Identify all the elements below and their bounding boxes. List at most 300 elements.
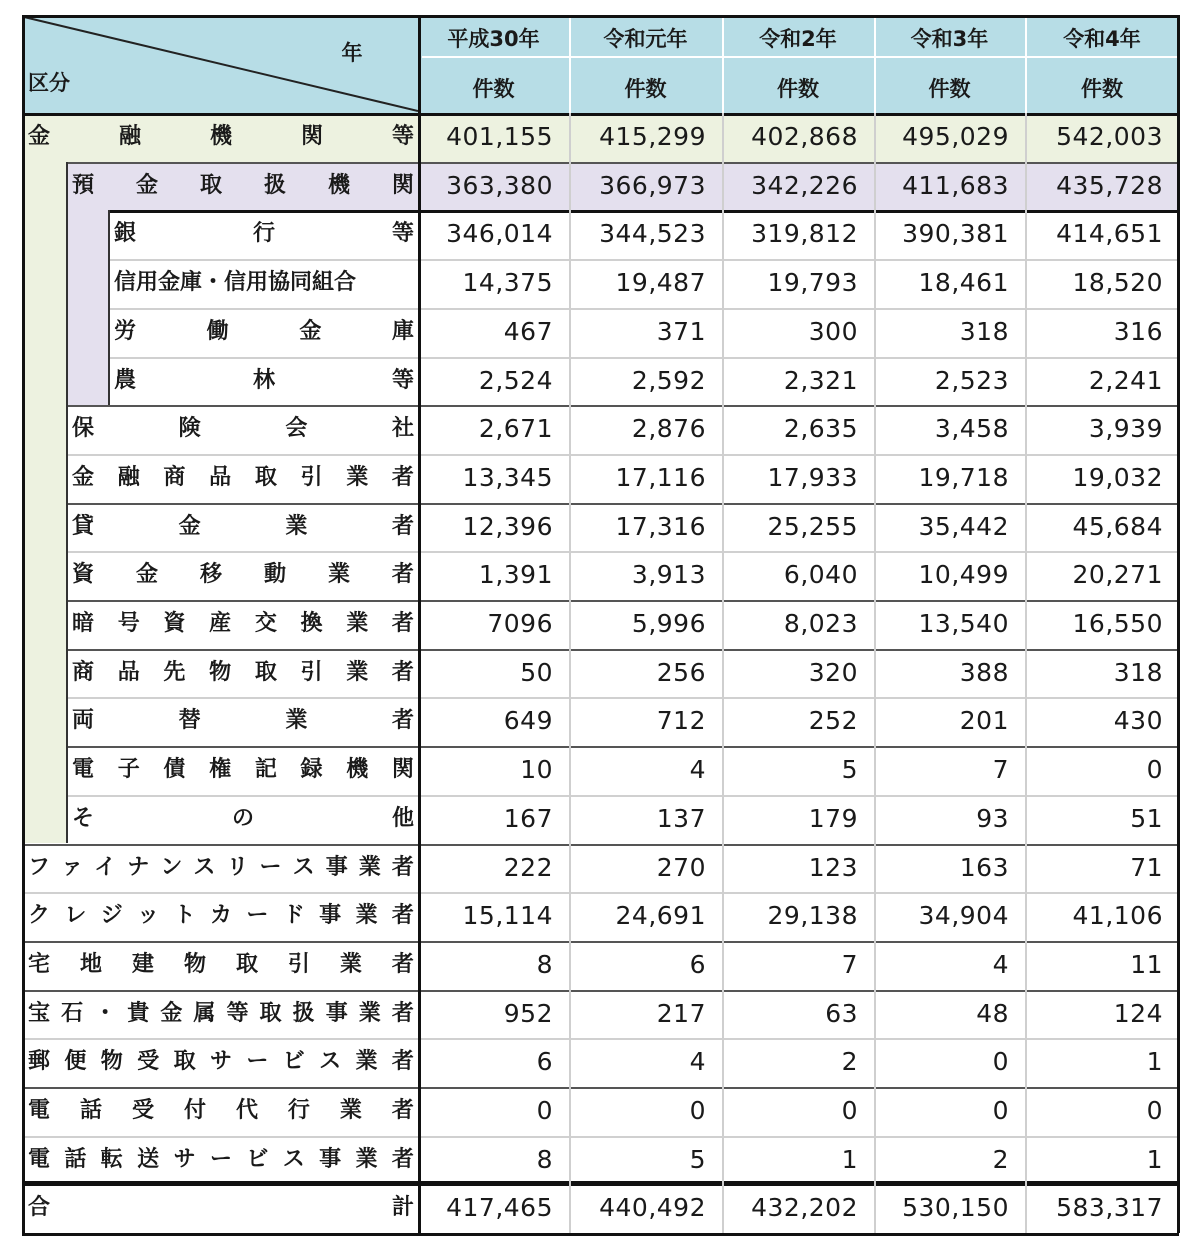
table-left-border — [22, 15, 25, 1233]
label-char: 会 — [285, 416, 308, 442]
label-char: 農 — [114, 367, 137, 393]
row-divider — [108, 357, 1179, 359]
value-cell: 217 — [656, 998, 706, 1028]
row-label — [66, 795, 418, 844]
label-char: 金 — [178, 513, 201, 539]
value-cell: 2,321 — [783, 365, 858, 395]
value-cell: 5 — [689, 1144, 706, 1174]
label-char: 等 — [226, 1000, 249, 1026]
label-char: 宝 — [28, 1000, 51, 1026]
label-char: リ — [226, 854, 249, 880]
row-label — [66, 551, 418, 600]
value-cell: 1 — [1146, 1144, 1163, 1174]
row-divider — [22, 1087, 1179, 1089]
label-char: 権 — [209, 757, 232, 783]
value-cell: 2,635 — [783, 414, 858, 444]
corner-category-label: 区分 — [28, 71, 70, 95]
value-cell: 51 — [1130, 803, 1163, 833]
value-cell: 430 — [1113, 706, 1163, 736]
value-cell: 649 — [503, 706, 553, 736]
value-cell: 0 — [1146, 755, 1163, 785]
label-char: 労 — [114, 318, 137, 344]
label-char: ビ — [282, 1049, 305, 1075]
value-cell: 50 — [520, 657, 553, 687]
value-cell: 256 — [656, 657, 706, 687]
label-char: 商 — [72, 659, 95, 685]
label-char: 両 — [72, 708, 95, 734]
statistics-table — [22, 15, 1179, 1235]
value-cell: 17,316 — [615, 511, 706, 541]
value-cell: 71 — [1130, 852, 1163, 882]
label-char: サ — [209, 1049, 232, 1075]
value-cell: 8 — [536, 949, 553, 979]
value-cell: 19,032 — [1072, 462, 1163, 492]
label-char: ー — [246, 903, 269, 929]
value-cell: 48 — [976, 998, 1009, 1028]
label-char: 資 — [163, 611, 186, 636]
label-char: 機 — [346, 757, 369, 783]
label-char: ト — [173, 903, 196, 929]
label-char: 取 — [254, 464, 277, 490]
row-label — [66, 746, 418, 795]
value-cell: 18,461 — [918, 268, 1009, 298]
label-char: レ — [64, 903, 87, 929]
row-label — [22, 990, 418, 1039]
label-char: ッ — [137, 903, 160, 929]
label-char: 付 — [183, 1098, 206, 1123]
label-char: 者 — [391, 562, 414, 588]
value-cell: 7 — [992, 755, 1009, 785]
label-char: 事 — [319, 1146, 342, 1172]
row-label — [66, 405, 418, 454]
row-label — [108, 210, 418, 259]
label-char: 業 — [346, 659, 369, 685]
value-cell: 93 — [976, 803, 1009, 833]
value-cell: 270 — [656, 852, 706, 882]
label-char: 地 — [79, 951, 102, 977]
label-char: 者 — [391, 1098, 414, 1123]
corner-year-label: 年 — [341, 41, 363, 65]
value-cell: 952 — [503, 998, 553, 1028]
row-divider — [22, 892, 1179, 894]
value-cell: 19,718 — [918, 462, 1009, 492]
label-char: 引 — [287, 951, 310, 977]
value-cell: 2,524 — [478, 365, 553, 395]
label-char: 属 — [193, 1000, 216, 1026]
value-cell: 29,138 — [767, 901, 858, 931]
row-label — [66, 503, 418, 552]
row-divider — [108, 308, 1179, 310]
label-char: 債 — [163, 757, 186, 783]
value-cell: 583,317 — [1056, 1193, 1163, 1223]
value-cell: 12,396 — [462, 511, 553, 541]
value-cell: 440,492 — [599, 1193, 706, 1223]
value-cell: 2,523 — [934, 365, 1009, 395]
label-char: 者 — [391, 1049, 414, 1075]
label-char: 産 — [209, 611, 232, 636]
value-cell: 14,375 — [462, 268, 553, 298]
row-divider — [66, 600, 1179, 602]
label-char: 者 — [391, 513, 414, 539]
value-cell: 415,299 — [599, 122, 706, 151]
total-divider — [22, 1181, 1179, 1186]
label-char: 事 — [319, 903, 342, 929]
label-char: 関 — [300, 124, 323, 149]
value-cell: 222 — [503, 852, 553, 882]
row-divider — [66, 454, 1179, 456]
value-cell: 5,996 — [631, 609, 706, 638]
label-char: 業 — [339, 1098, 362, 1123]
label-char: 建 — [131, 951, 154, 977]
label-char: 者 — [391, 1146, 414, 1172]
financial-indent-band — [22, 162, 66, 844]
value-cell: 1 — [841, 1144, 858, 1174]
label-char: イ — [94, 854, 117, 880]
value-cell: 467 — [503, 316, 553, 346]
value-cell: 24,691 — [615, 901, 706, 931]
label-char: 者 — [391, 611, 414, 636]
label-char: 業 — [358, 854, 381, 880]
label-char: 電 — [72, 757, 95, 783]
value-cell: 45,684 — [1072, 511, 1163, 541]
label-char: 郵 — [28, 1049, 51, 1075]
label-char: 物 — [100, 1049, 123, 1075]
value-cell: 123 — [808, 852, 858, 882]
label-char: 取 — [173, 1049, 196, 1075]
label-char: 石 — [61, 1000, 84, 1026]
row-label — [66, 697, 418, 746]
value-cell: 2,671 — [478, 414, 553, 444]
value-cell: 346,014 — [446, 219, 553, 249]
label-char: 取 — [259, 1000, 282, 1026]
year-header: 令和元年 — [603, 27, 688, 51]
value-cell: 6 — [689, 949, 706, 979]
value-cell: 3,458 — [934, 414, 1009, 444]
level2-indent-line — [108, 210, 110, 405]
label-char: 金 — [72, 464, 95, 490]
label-char: 金 — [135, 562, 158, 588]
value-cell: 63 — [825, 998, 858, 1028]
label-char: ァ — [61, 854, 84, 880]
value-cell: 167 — [503, 803, 553, 833]
value-cell: 371 — [656, 316, 706, 346]
label-char: ー — [259, 854, 282, 880]
value-cell: 342,226 — [751, 170, 858, 200]
value-cell: 432,202 — [751, 1193, 858, 1223]
value-cell: 435,728 — [1056, 170, 1163, 200]
value-cell: 366,973 — [599, 170, 706, 200]
label-char: 他 — [391, 805, 414, 831]
value-cell: 0 — [536, 1096, 553, 1125]
label-char: 貴 — [127, 1000, 150, 1026]
label-char: 業 — [285, 513, 308, 539]
value-cell: 41,106 — [1072, 901, 1163, 931]
label-char: 受 — [131, 1098, 154, 1123]
row-divider — [66, 795, 1179, 797]
year-header: 令和4年 — [1063, 27, 1141, 51]
label-char: ド — [282, 903, 305, 929]
deposit-indent-band — [66, 210, 108, 405]
label-char: 等 — [391, 124, 414, 149]
label-char: 送 — [137, 1146, 160, 1172]
value-cell: 6 — [536, 1047, 553, 1077]
year-header: 令和2年 — [759, 27, 837, 51]
label-char: 行 — [287, 1098, 310, 1123]
label-char: ク — [28, 903, 51, 929]
value-cell: 712 — [656, 706, 706, 736]
label-char: 引 — [300, 464, 323, 490]
label-char: 者 — [391, 854, 414, 880]
label-char: 庫 — [391, 318, 414, 344]
row-label — [108, 259, 418, 308]
label-char: 話 — [64, 1146, 87, 1172]
value-cell: 1,391 — [478, 560, 553, 590]
value-cell: 18,520 — [1072, 268, 1163, 298]
value-cell: 5 — [841, 755, 858, 785]
label-char: ス — [319, 1049, 342, 1075]
label-char: 号 — [117, 611, 140, 636]
label-char: 業 — [285, 708, 308, 734]
row-divider — [66, 551, 1179, 553]
label-char: 業 — [346, 464, 369, 490]
value-cell: 4 — [689, 1047, 706, 1077]
value-cell: 363,380 — [446, 170, 553, 200]
value-cell: 19,487 — [615, 268, 706, 298]
label-char: 品 — [209, 464, 232, 490]
row-divider — [108, 259, 1179, 261]
row-divider — [66, 697, 1179, 699]
value-cell: 11 — [1130, 949, 1163, 979]
value-cell: 8 — [536, 1144, 553, 1174]
label-char: 者 — [391, 903, 414, 929]
value-cell: 201 — [959, 706, 1009, 736]
label-char: 暗 — [72, 611, 95, 636]
value-cell: 2,876 — [631, 414, 706, 444]
label-char: 金 — [135, 172, 158, 198]
label-char: ナ — [127, 854, 150, 880]
value-cell: 0 — [992, 1096, 1009, 1125]
label-char: 者 — [391, 659, 414, 685]
label-char: 険 — [178, 416, 201, 442]
label-char: 等 — [391, 221, 414, 247]
label-char: 業 — [346, 611, 369, 636]
table-bottom — [22, 1233, 1179, 1236]
unit-header: 件数 — [1081, 77, 1123, 101]
value-cell: 15,114 — [462, 901, 553, 931]
header-col-divider — [569, 15, 571, 113]
row-divider — [22, 1136, 1179, 1138]
value-col-divider — [722, 113, 724, 1233]
row-label — [22, 113, 418, 162]
row-divider — [22, 1038, 1179, 1040]
label-char: 金 — [28, 124, 51, 149]
label-char: 記 — [254, 757, 277, 783]
value-cell: 388 — [959, 657, 1009, 687]
value-cell: 3,939 — [1088, 414, 1163, 444]
label-char: 業 — [355, 1146, 378, 1172]
value-cell: 19,793 — [767, 268, 858, 298]
value-cell: 7 — [841, 949, 858, 979]
label-char: 録 — [300, 757, 323, 783]
label-char: 金 — [299, 318, 322, 344]
row-label — [108, 308, 418, 357]
label-char: 計 — [391, 1195, 414, 1221]
label-char: 取 — [235, 951, 258, 977]
row-divider — [108, 210, 1179, 213]
value-cell: 2 — [841, 1047, 858, 1077]
value-cell: 8,023 — [783, 609, 858, 638]
label-char: 交 — [254, 611, 277, 636]
value-cell: 2 — [992, 1144, 1009, 1174]
label-char: 預 — [72, 172, 95, 198]
label-char: 取 — [199, 172, 222, 198]
value-cell: 319,812 — [751, 219, 858, 249]
label-char: 替 — [178, 708, 201, 734]
header-col-divider — [874, 15, 876, 113]
value-cell: 17,933 — [767, 462, 858, 492]
label-char: 者 — [391, 951, 414, 977]
label-char: 者 — [391, 708, 414, 734]
row-label — [22, 1038, 418, 1087]
value-cell: 401,155 — [446, 122, 553, 151]
value-col-divider — [569, 113, 571, 1233]
unit-header: 件数 — [928, 77, 971, 101]
row-label — [66, 600, 418, 649]
value-cell: 124 — [1113, 998, 1163, 1028]
row-divider — [66, 405, 1179, 407]
label-char: 引 — [300, 659, 323, 685]
value-cell: 137 — [656, 803, 706, 833]
row-label — [22, 1184, 418, 1233]
value-cell: 414,651 — [1056, 219, 1163, 249]
row-divider — [22, 113, 1179, 116]
label-char: 関 — [391, 757, 414, 783]
label-char: 等 — [391, 367, 414, 393]
label-char: 品 — [117, 659, 140, 685]
label-char: 社 — [391, 416, 414, 442]
value-cell: 318 — [959, 316, 1009, 346]
value-cell: 411,683 — [902, 170, 1009, 200]
label-char: ー — [209, 1146, 232, 1172]
year-header: 平成30年 — [447, 27, 540, 51]
label-char: 電 — [28, 1146, 51, 1172]
value-cell: 344,523 — [599, 219, 706, 249]
value-cell: 402,868 — [751, 122, 858, 151]
unit-header: 件数 — [472, 77, 515, 101]
row-label — [22, 1087, 418, 1136]
unit-header: 件数 — [777, 77, 819, 101]
value-cell: 179 — [808, 803, 858, 833]
label-char: 商 — [163, 464, 186, 490]
value-cell: 300 — [808, 316, 858, 346]
label-char: 物 — [183, 951, 206, 977]
row-label — [66, 649, 418, 698]
row-label — [108, 357, 418, 406]
label-char: 受 — [137, 1049, 160, 1075]
value-col-divider — [1025, 113, 1027, 1233]
value-cell: 163 — [959, 852, 1009, 882]
value-cell: 25,255 — [767, 511, 858, 541]
value-cell: 0 — [992, 1047, 1009, 1077]
label-char: 移 — [199, 562, 222, 588]
label-char: そ — [72, 805, 95, 831]
value-cell: 10 — [520, 755, 553, 785]
value-cell: 0 — [689, 1096, 706, 1125]
row-label — [66, 454, 418, 503]
label-char: 融 — [118, 124, 141, 149]
label-char: 話 — [79, 1098, 102, 1123]
label-char: 機 — [209, 124, 232, 149]
label-char: ス — [282, 1146, 305, 1172]
label-col-border — [418, 15, 421, 1233]
label-char: 貸 — [72, 513, 95, 539]
value-cell: 252 — [808, 706, 858, 736]
value-cell: 390,381 — [902, 219, 1009, 249]
label-char: 者 — [391, 1000, 414, 1026]
header-col-divider — [722, 15, 724, 113]
label-char: 者 — [391, 464, 414, 490]
header-col-divider — [1025, 15, 1027, 113]
label-char: 働 — [206, 318, 229, 344]
label-char: 銀 — [114, 221, 137, 247]
unit-header: 件数 — [624, 77, 667, 101]
value-cell: 34,904 — [918, 901, 1009, 931]
value-cell: 13,540 — [918, 609, 1009, 638]
label-char: の — [231, 805, 254, 831]
label-char: カ — [209, 903, 232, 929]
value-cell: 20,271 — [1072, 560, 1163, 590]
value-cell: 542,003 — [1056, 122, 1163, 151]
label-char: ス — [292, 854, 315, 880]
value-cell: 10,499 — [918, 560, 1009, 590]
label-char: 合 — [28, 1195, 51, 1221]
label-char: 扱 — [263, 172, 286, 198]
label-char: 業 — [339, 951, 362, 977]
row-label — [22, 1136, 418, 1185]
table-right-border — [1177, 15, 1180, 1233]
label-char: 林 — [252, 367, 275, 393]
row-divider — [66, 649, 1179, 651]
value-col-divider — [874, 113, 876, 1233]
value-cell: 417,465 — [446, 1193, 553, 1223]
year-row-divider — [422, 56, 1177, 58]
row-divider — [66, 162, 1179, 164]
label-char: 物 — [209, 659, 232, 685]
value-cell: 3,913 — [631, 560, 706, 590]
row-divider — [22, 990, 1179, 992]
row-divider — [22, 844, 1179, 846]
label-char: 子 — [117, 757, 140, 783]
label-char: ・ — [94, 1000, 117, 1026]
value-cell: 2,592 — [631, 365, 706, 395]
label-char: ビ — [246, 1146, 269, 1172]
value-cell: 16,550 — [1072, 609, 1163, 638]
label-char: 機 — [327, 172, 350, 198]
label-char: 関 — [391, 172, 414, 198]
value-cell: 35,442 — [918, 511, 1009, 541]
value-cell: 7096 — [487, 609, 553, 638]
label-char: 業 — [358, 1000, 381, 1026]
value-cell: 0 — [841, 1096, 858, 1125]
row-label — [22, 892, 418, 941]
label-char: 事 — [325, 854, 348, 880]
label-char: 先 — [163, 659, 186, 685]
label-char: ジ — [100, 903, 123, 929]
label-char: 扱 — [292, 1000, 315, 1026]
label-char: 業 — [355, 1049, 378, 1075]
row-divider — [66, 746, 1179, 748]
label-char: 宅 — [28, 951, 51, 977]
